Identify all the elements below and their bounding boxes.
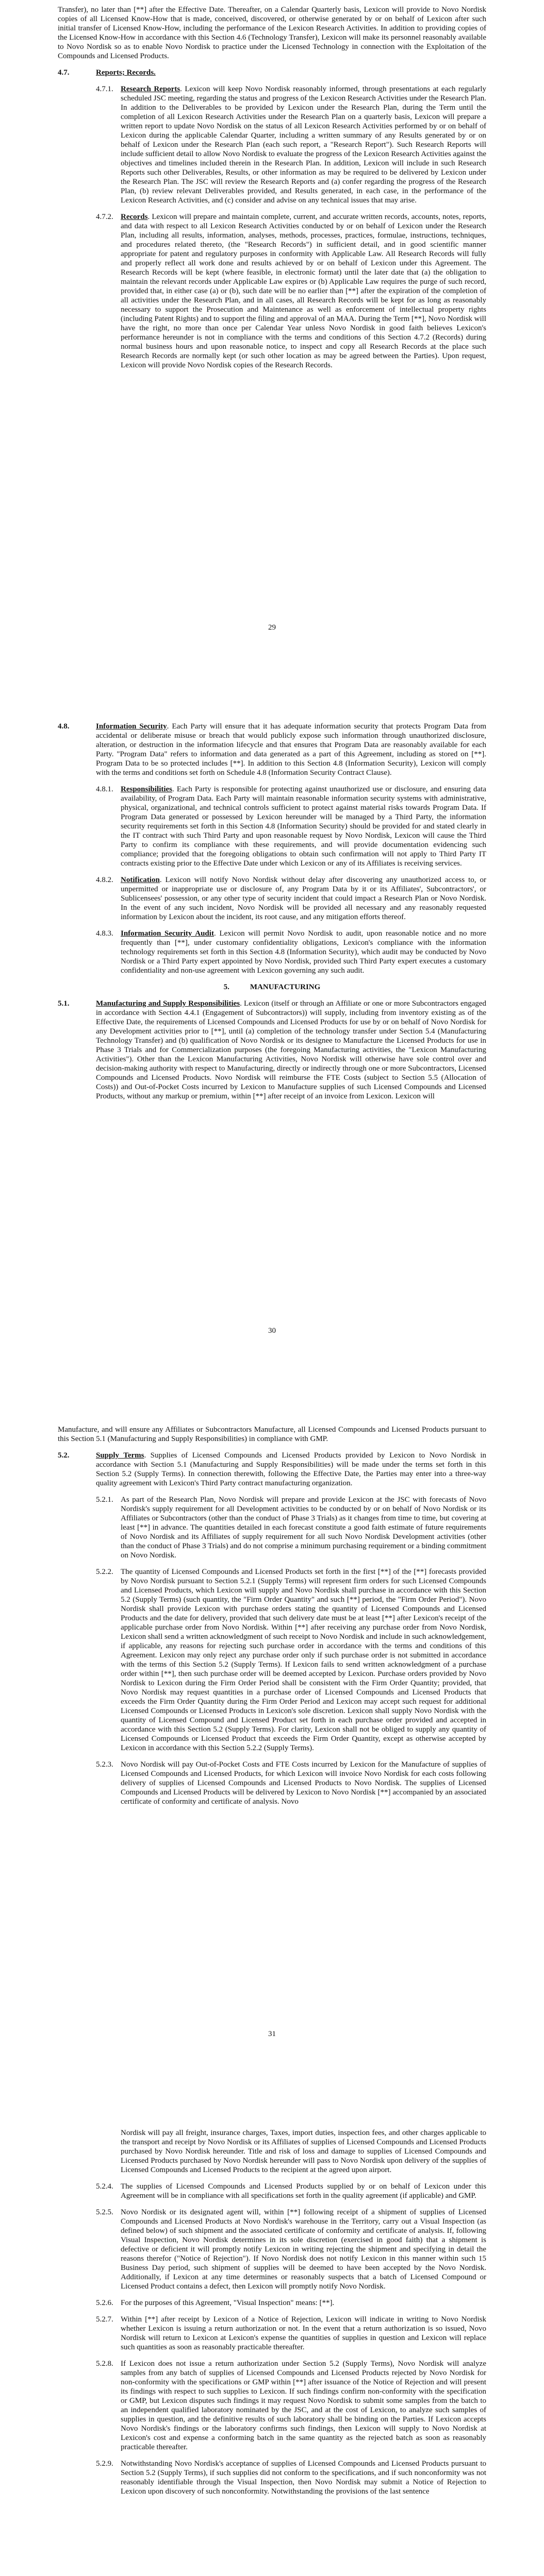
section-4-7-2 [58,212,486,370]
section-number: 4.8.1. [96,785,113,793]
run-in-heading: Information Security Audit [121,929,214,938]
section-title: Manufacturing and Supply Responsibilities [96,999,240,1008]
page-32 [0,2110,544,2576]
article-heading [58,982,486,992]
section-4-8-1 [58,785,486,868]
page-number: 30 [268,1327,276,1335]
section-5-1 [58,999,486,1101]
section-4-7-1 [58,84,486,205]
section-number: 5.2.4. [96,2182,113,2191]
page-body [58,1425,486,1814]
section-text: For the purposes of this Agreement, "Visual Inspection" means: [**]. [121,2299,335,2307]
section-text: . Lexicon will keep Novo Nordisk reasonably informed, through presentations at each regularly scheduled JSC meeting, regarding the status and progress of the Lexicon Research Activities under the Research Plan. In addition to the Deliverables to be provided by Lexicon under the Research Plan, during the Term until the completion of all Lexicon Research Activities under the Research Plan on a quarterly basis, Lexicon will prepare a written report to update Novo Nordisk on the status of all Lexicon Research Activities performed by or on behalf of Lexicon during the applicable Calendar Quarter, including a written summary of any Results generated by or on behalf of Lexicon under the Research Plan (each such report, a "Research Report"). Such Research Reports will include sufficient detail to allow Novo Nordisk to evaluate the progress of the Lexicon Research Activities against the objectives and timelines included therein in the Research Plan. In addition, Lexicon will include in such Research Reports such other Deliverables, Results, or other information as may be required to be delivered by Lexicon under the Research Plan. The JSC will review the Research Reports and (a) confer regarding the progress of the Research Plan, (b) review relevant Deliverables provided, and Results generated, in each case, in the performance of the Lexicon Research Activities, and (c) consider and advise on any technical issues that may arise. [121,85,486,205]
section-number: 5.2. [58,1451,70,1460]
page-body [58,2128,486,2503]
section-number: 5.2.9. [96,2460,113,2468]
section-number: 5.2.8. [96,2360,113,2368]
section-number: 5.2.1. [96,1496,113,1504]
section-text: If Lexicon does not issue a return authorization under Section 5.2 (Supply Terms), Novo Nordisk will analyze samples from any batch of supplies of Licensed Compounds and Licensed Products rejected by Novo Nordisk for non-conformity with the specifications or GMP within [**] after issuance of the Notice of Rejection and will present its findings with respect to such supplies to Lexicon. If such findings confirm non-conformity with the specification or GMP, but Lexicon disputes such findings it may request Novo Nordisk to submit some samples from the batch to an independent qualified laboratory nominated by the JSC, and at the cost of Lexicon, to analyze such samples of supplies in question, and the definitive results of such laboratory shall be binding on the Parties. If Lexicon accepts Novo Nordisk's findings or the laboratory confirms such findings, then Lexicon will supply to Novo Nordisk at Lexicon's cost and expense a conforming batch in the same quantity as the rejected batch as soon as reasonably practicable thereafter. [121,2360,486,2451]
run-in-heading: Notification [121,876,160,884]
section-title: Supply Terms [96,1451,144,1460]
section-number: 5.2.3. [96,1760,113,1769]
page-30 [0,703,544,1406]
section-number: 5.1. [58,999,70,1008]
article-title: MANUFACTURING [250,983,321,991]
section-5-2-9 [58,2459,486,2496]
section-5-2-2 [58,1567,486,1753]
section-text: . Each Party is responsible for protecting against unauthorized use or disclosure, and ensuring data availability, of Program Data. Each Party will maintain reasonable information security systems with administrative, physical, organizational, and technical controls sufficient to protect against material risks towards Program Data. If Program Data generated or possessed by Lexicon hereunder will be managed by a Third Party, the information security requirements set forth in this Section 4.8 (Information Security) should be provided for and stated clearly in the IT contract with such Third Party and upon reasonable request by Novo Nordisk, Lexicon will cause the Third Party to confirm its compliance with these requirements, and will provide documentation evidencing such compliance; provided that the foregoing obligations to obtain such confirmation will not apply to Third Party IT contracts existing prior to the Effective Date under which Lexicon or any of its Affiliates is receiving services. [121,785,486,868]
page-number: 29 [268,623,276,632]
section-text: . Supplies of Licensed Compounds and Licensed Products provided by Lexicon to Novo Nordisk in accordance with Section 5.1 (Manufacturing and Supply Responsibilities) will be made under the terms set forth in this Section 5.2 (Supply Terms). In connection therewith, following the Effective Date, the Parties may enter into a three-way quality agreement with Lexicon's Third Party contract manufacturing organization. [96,1451,486,1487]
run-in-heading: Responsibilities [121,785,173,793]
page-body [58,722,486,1108]
paragraph: Manufacture, and will ensure any Affiliates or Subcontractors Manufacture, all Licensed Compounds and Licensed Products pursuant to this Section 5.1 (Manufacturing and Supply Responsibilities) in compliance with GMP. [58,1426,486,1443]
section-number: 4.7.2. [96,213,113,221]
section-text: . Lexicon will notify Novo Nordisk without delay after discovering any unauthorized access to, or unpermitted or inappropriate use or disclosure of, any Program Data by it or its Affiliates', Subcontractors', or Sublicensees' possession, or any other type of security incident that could impact a Research Plan or Novo Nordisk. In the event of any such incident, Novo Nordisk will be provided all necessary and any reasonably requested information by Lexicon about the incident, its root cause, and any mitigation efforts thereof. [121,876,486,921]
section-text: Within [**] after receipt by Lexicon of a Notice of Rejection, Lexicon will indicate in writing to Novo Nordisk whether Lexicon is issuing a return authorization or not. In the event that a return authorization is so issued, Novo Nordisk will return to Lexicon at Lexicon's expense the quantities of supplies in question and Lexicon will replace such quantities as soon as reasonably practicable thereafter. [121,2315,486,2351]
page-body [58,5,486,377]
page-31 [0,1406,544,2110]
section-4-7 [58,68,486,77]
section-number: 4.7.1. [96,85,113,93]
section-5-2-3 [58,1760,486,1806]
section-4-8-3 [58,929,486,975]
page-number: 31 [268,2030,276,2038]
section-5-2-5 [58,2208,486,2291]
section-number: 4.8.2. [96,876,113,884]
section-text: Notwithstanding Novo Nordisk's acceptance of supplies of Licensed Compounds and Licensed Products pursuant to Section 5.2 (Supply Terms), if such supplies did not conform to the specifications, and if such nonconformity was not reasonably identifiable through the Visual Inspection, then Novo Nordisk may submit a Notice of Rejection to Lexicon upon discovery of such nonconformity. Notwithstanding the provisions of the last sentence [121,2460,486,2496]
section-4-8 [58,722,486,777]
section-5-2-7 [58,2315,486,2352]
section-text: Novo Nordisk will pay Out-of-Pocket Costs and FTE Costs incurred by Lexicon for the Manufacture of supplies of Licensed Compounds and Licensed Products, for which Lexicon will invoice Novo Nordisk for each costs following delivery of supplies of Licensed Compounds and Licensed Products to Novo Nordisk. The supplies of Licensed Compounds and Licensed Products will be delivered by Lexicon to Novo Nordisk [**] accompanied by an associated certificate of conformity and certificate of analysis. Novo [121,1760,486,1806]
section-number: 5.2.5. [96,2208,113,2216]
page-29 [0,0,544,703]
section-text: . Lexicon (itself or through an Affiliate or one or more Subcontractors engaged in accordance with Section 4.4.1 (Engagement of Subcontractors)) will supply, including from inventory existing as of the Effective Date, the requirements of Licensed Compounds and Licensed Products for use by or on behalf of Novo Nordisk for any Development activities prior to [**], until (a) completion of the technology transfer under Section 5.4 (Manufacturing Technology Transfer) and (b) qualification of Novo Nordisk or its designee to Manufacture the Licensed Products for use in Phase 3 Trials and for Commercialization purposes (the foregoing Manufacturing activities, the "Lexicon Manufacturing Activities"). Other than the Lexicon Manufacturing Activities, Novo Nordisk will otherwise have sole control over and decision-making authority with respect to Manufacturing, directly or indirectly through one or more Subcontractors, Licensed Compounds and Licensed Products. Novo Nordisk will reimburse the FTE Costs (subject to Section 5.5 (Allocation of Costs)) and Out-of-Pocket Costs incurred by Lexicon to Manufacture supplies of such Licensed Compounds and Licensed Products, without any markup or premium, within [**] after receipt of an invoice from Lexicon. Lexicon will [96,999,487,1100]
run-in-heading: Information Security [96,722,167,731]
section-number: 4.8. [58,722,70,731]
section-number: 5.2.2. [96,1568,113,1576]
section-text: The supplies of Licensed Compounds and Licensed Products supplied by or on behalf of Lexicon under this Agreement will be in compliance with all specifications set forth in the quality agreement (if applicable) and GMP. [121,2182,486,2200]
section-text: Novo Nordisk or its designated agent will, within [**] following receipt of a shipment of supplies of Licensed Compounds and Licensed Products at Novo Nordisk's warehouse in the Territory, carry out a Visual Inspection (as defined below) of such shipment and the associated certificate of conformity and certificate of analysis. If, following Visual Inspection, Novo Nordisk determines in its sole discretion (exercised in good faith) that a shipment is defective or deficient it will promptly notify Lexicon in writing rejecting the shipment and specifying in detail the reasons therefor ("Notice of Rejection"). If Novo Nordisk does not notify Lexicon in this manner within such 15 Business Day period, such shipment of supplies will be deemed to have been accepted by the Novo Nordisk. Additionally, if Lexicon at any time determines or reasonably suspects that a batch of Licensed Compound or Licensed Product contains a defect, then Lexicon will promptly notify Novo Nordisk. [121,2208,486,2291]
section-text: As part of the Research Plan, Novo Nordisk will prepare and provide Lexicon at the JSC with forecasts of Novo Nordisk's supply requirement for all Development activities to be conducted by or on behalf of Novo Nordisk or its Affiliates or Subcontractors (other than the conduct of Phase 3 Trials) as it changes from time to time, but covering at least [**] in advance. The quantities detailed in each forecast constitute a good faith estimate of future requirements of Novo Nordisk and its Affiliates of supply requirement for all such Novo Nordisk Development activities (other than the conduct of Phase 3 Trials) and do not comprise a minimum purchasing requirement or a binding commitment on Novo Nordisk. [121,1496,486,1560]
section-5-2-6 [58,2298,486,2308]
section-5-2-1 [58,1495,486,1560]
run-in-heading: Records [121,213,148,221]
section-4-8-2 [58,875,486,922]
section-number: 5.2.7. [96,2315,113,2324]
section-title: Reports; Records. [96,69,156,77]
paragraph: Transfer), no later than [**] after the Effective Date. Thereafter, on a Calendar Quarterly basis, Lexicon will provide to Novo Nordisk copies of all Licensed Know-How that is made, conceived, discovered, or otherwise generated by or on behalf of Lexicon after such initial transfer of Licensed Know-How, including the performance of the Lexicon Research Activities. In addition to providing copies of the Licensed Know-How in accordance with this Section 4.6 (Technology Transfer), Lexicon will make its personnel reasonably available to Novo Nordisk so as to enable Novo Nordisk to practice under the Licensed Technology in connection with the Exploitation of the Compounds and Licensed Products. [58,6,486,60]
section-5-2-8 [58,2359,486,2452]
section-text: The quantity of Licensed Compounds and Licensed Products set forth in the first [**] of the [**] forecasts provided by Novo Nordisk pursuant to Section 5.2.1 (Supply Terms) will represent firm orders for such Licensed Compounds and Licensed Products, which Lexicon will supply and Novo Nordisk shall purchase in accordance with this Section 5.2 (Supply Terms) (such quantity, the "Firm Order Quantity" and such [**] period, the "Firm Order Period"). Novo Nordisk shall provide Lexicon with purchase orders stating the quantity of Licensed Compounds and Licensed Products and the date for delivery, provided that such delivery date must be at least [**] after Lexicon's receipt of the applicable purchase order from Novo Nordisk. Within [**] after receiving any purchase order from Novo Nordisk, Lexicon shall send a written acknowledgment of such receipt to Novo Nordisk and include in such acknowledgement, if applicable, any reasons for rejecting such purchase order in accordance with the terms and conditions of this Agreement. Lexicon may only reject any purchase order only if such purchase order is not submitted in accordance with the terms of this Section 5.2 (Supply Terms). If Lexicon fails to send written acknowledgment of a purchase order within [**], then such purchase order will be deemed accepted by Lexicon. Purchase orders provided by Novo Nordisk to Lexicon during the Firm Order Period shall be consistent with the Firm Order Quantity; provided, that Novo Nordisk may request quantities in a purchase order of Licensed Compounds and Licensed Products that exceeds the Firm Order Quantity during the Firm Order Period and Lexicon may accept such request for additional Licensed Compounds or Licensed Products in Lexicon's sole discretion. Lexicon shall supply Novo Nordisk with the quantity of Licensed Compound and Licensed Product set forth in each purchase order provided and accepted in accordance with this Section 5.2 (Supply Terms). For clarity, Lexicon shall not be obliged to supply any quantity of Licensed Compounds or Licensed Product that exceeds the Firm Order Quantity, except as otherwise accepted by Lexicon in accordance with this Section 5.2.2 (Supply Terms). [121,1568,486,1752]
section-text: . Each Party will ensure that it has adequate information security that protects Program Data from accidental or deliberate misuse or breach that would publicly expose such information through unauthorized disclosure, alteration, or destruction in the information lifecycle and that ensures that Program Data are reasonably available for each Party. "Program Data" refers to information and data generated as a part of this Agreement, including as stored on [**]. Program Data to be so protected includes [**]. In addition to this Section 4.8 (Information Security), Lexicon will comply with the terms and conditions set forth on Schedule 4.8 (Information Security Contract Clause). [96,722,486,777]
paragraph: Nordisk will pay all freight, insurance charges, Taxes, import duties, inspection fees, and other charges applicable to the transport and receipt by Novo Nordisk or its Affiliates of supplies of Licensed Compounds and Licensed Products purchased by Novo Nordisk hereunder. Title and risk of loss and damage to supplies of Licensed Compounds and Licensed Products purchased by Novo Nordisk hereunder will pass to Novo Nordisk upon delivery of the supplies of Licensed Compounds and Licensed Products to the recipient at the agreed upon airport. [121,2129,486,2174]
section-text: . Lexicon will permit Novo Nordisk to audit, upon reasonable notice and no more frequently than [**], under customary confidentiality obligations, Lexicon's compliance with the information technology requirements set forth in this Section 4.8 (Information Security), which audit may be conducted by Novo Nordisk or a Third Party expert appointed by Novo Nordisk, provided such Third Party expert executes a customary confidentiality and non-use agreement with Lexicon governing any such audit. [121,929,486,975]
section-number: 4.8.3. [96,929,113,938]
article-number: 5. [223,983,229,991]
run-in-heading: Research Reports [121,85,180,93]
section-5-2 [58,1451,486,1488]
section-5-2-4 [58,2182,486,2200]
section-number: 4.7. [58,69,70,77]
section-text: . Lexicon will prepare and maintain complete, current, and accurate written records, accounts, notes, reports, and data with respect to all Lexicon Research Activities conducted by or on behalf of Lexicon under the Research Plan, including all results, information, analyses, methods, processes, practices, formulae, instructions, techniques, and procedures related thereto, (the "Research Records") in sufficient detail, and in good scientific manner appropriate for patent and regulatory purposes in conformity with Applicable Law. All Research Records will fully and properly reflect all work done and results achieved by or on behalf of Lexicon under this Agreement. The Research Records will be kept (where feasible, in electronic format) until the later date that (a) the obligation to maintain the relevant records under Applicable Law expires or (b) Applicable Law requires the purge of such record, provided that, in either case (a) or (b), such date will be no earlier than [**] after the expiration of the completion of all activities under the Research Plan, and in all cases, all Research Records will be kept for as long as reasonably necessary to support the Prosecution and Maintenance as well as enforcement of intellectual property rights (including Patent Rights) and to support the filing and approval of an MAA. During the Term [**], Novo Nordisk will have the right, no more than once per Calendar Year unless Novo Nordisk in good faith believes Lexicon's performance hereunder is not in compliance with the terms and conditions of this Section 4.7.2 (Records) during normal business hours and upon reasonable notice, to inspect and copy all Research Records at the place such Research Records are normally kept (or such other location as may be agreed between the Parties). Upon request, Lexicon will provide Novo Nordisk copies of the Research Records. [121,213,486,369]
section-number: 5.2.6. [96,2299,113,2307]
